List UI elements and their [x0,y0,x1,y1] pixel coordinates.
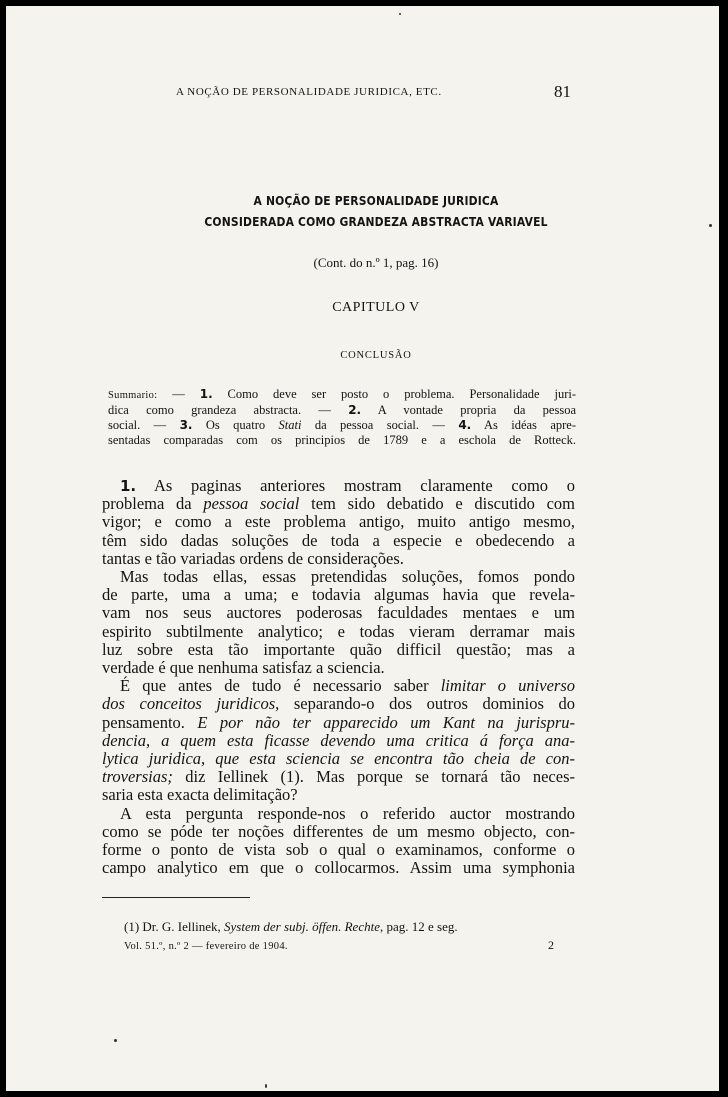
continuation-note: (Cont. do n.º 1, pag. 16) [313,255,439,270]
paper-speck [709,224,712,227]
summary-label: Summario: [108,390,158,401]
page-number: 81 [554,82,571,101]
text-line: pensamento. E por não ter apparecido um Kant na jurispru- [102,712,575,732]
page [6,6,719,1091]
volume-footer [124,938,554,953]
text-line: dencia, a quem esta ficasse devendo uma critica á força ana- [102,730,575,750]
volume-line: Vol. 51.º, n.º 2 — fevereiro de 1904. [124,941,288,952]
text-line: têm sido dadas soluções de toda a especie e obedecendo a [102,530,575,550]
text-line: forme o ponto de vista sob o qual o examinamos, conforme o [102,840,575,860]
text-line: dos conceitos juridicos, separando-o dos outros dominios do [102,694,576,714]
summary-line: social. — 3. Os quatro Stati da pessoa social. — 4. As idéas apre- [108,418,576,432]
summary-number: 2. [348,403,362,417]
text-line: campo analytico em que o collocarmos. Assim uma symphonia [102,858,575,878]
text-line: É que antes de tudo é necessario saber limitar o universo [120,676,575,696]
summary-line: dica como grandeza abstracta. — 2. A vontade propria da pessoa [108,403,576,417]
text-line: troversias; diz Iellinek (1). Mas porque se tornará tão neces- [102,767,575,787]
summary-block [108,387,576,448]
text-line: vigor; e como a este problema antigo, muito antigo mesmo, [102,512,575,532]
text-line: problema da pessoa social tem sido debatido e discutido com [102,494,575,514]
paper-speck [114,1039,117,1042]
paragraph-number: 1. [120,477,137,495]
text-line: de parte, uma a uma; e todavia algumas havia que revela- [102,585,575,605]
footnote: (1) Dr. G. Iellinek, System der subj. öffen. Rechte, pag. 12 e seg. [124,919,458,934]
text-line: espirito subtilmente analytico; e todas vieram derramar mais [102,621,575,641]
text-line: luz sobre esta tão importante quão difficil questão; mas a [102,639,575,659]
footnote-rule [102,897,250,898]
text-line: saria esta exacta delimitação? [102,785,298,805]
paper-speck [265,1084,267,1088]
summary-line: sentadas comparadas com os principios de 1789 e a eschola de Rotteck. [108,433,576,447]
text-line: lytica juridica, que esta sciencia se encontra tão cheia de con- [102,749,575,769]
summary-number: 4. [458,418,472,432]
text-line: verdade é que nenhuma satisfaz a sciencia. [102,658,385,678]
text-line: como se póde ter noções differentes de um mesmo objecto, con- [102,821,575,841]
section-heading: CONCLUSÃO [340,350,412,361]
text-line: tantas e tão variadas ordens de considerações. [102,548,404,568]
text-line: Mas todas ellas, essas pretendidas soluções, fomos pondo [120,567,575,587]
running-title: A NOÇÃO DE PERSONALIDADE JURIDICA, ETC. [176,86,442,98]
summary-line: Summario: — 1. Como deve ser posto o problema. Personalidade juri- [108,387,577,401]
article-title-line2: CONSIDERADA COMO GRANDEZA ABSTRACTA VARIAVEL [204,214,548,229]
text-line: A esta pergunta responde-nos o referido auctor mostrando [120,803,575,823]
text-line: vam nos seus auctores poderosas faculdades mentaes e um [102,603,575,623]
paper-speck [399,13,401,15]
signature-mark: 2 [548,938,554,952]
chapter-heading: CAPITULO V [332,300,420,315]
body-text [102,477,575,877]
article-title-line1: A NOÇÃO DE PERSONALIDADE JURIDICA [253,193,499,208]
summary-number: 3. [179,418,193,432]
summary-number: 1. [199,387,213,401]
text-line: 1. As paginas anteriores mostram claramente como o [120,476,575,495]
